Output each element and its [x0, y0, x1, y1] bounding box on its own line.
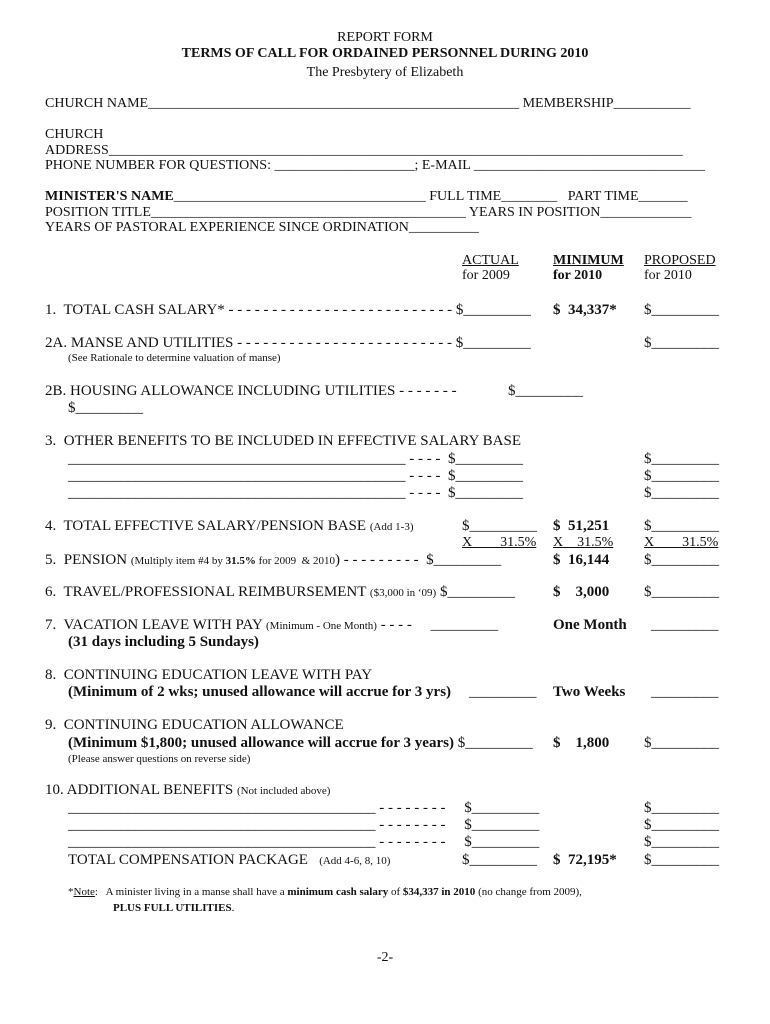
item-6-proposed[interactable]: $_________: [644, 584, 719, 600]
total-actual[interactable]: $_________: [462, 852, 537, 868]
item-2b-housing: 2B. HOUSING ALLOWANCE INCLUDING UTILITIES - - - - - - -: [45, 383, 457, 399]
item-1-cash-salary[interactable]: 1. TOTAL CASH SALARY* - - - - - - - - - - - - - - - - - - - - - - - - - - $_________: [45, 302, 531, 318]
item-8-proposed[interactable]: _________: [651, 684, 719, 700]
item-8-minimum: Two Weeks: [553, 684, 626, 700]
total-compensation: TOTAL COMPENSATION PACKAGE (Add 4-6, 8, 10): [68, 852, 391, 868]
item-2a-proposed[interactable]: $_________: [644, 335, 719, 351]
proposed-header: PROPOSED: [644, 253, 716, 268]
item-4-minimum: $ 51,251: [553, 518, 610, 534]
minister-name-label: MINISTER'S NAME: [45, 189, 174, 204]
page-number: -2-: [376, 950, 394, 965]
item-2a-manse[interactable]: 2A. MANSE AND UTILITIES - - - - - - - - - - - - - - - - - - - - - - - - - $_________: [45, 335, 531, 351]
item-9-line[interactable]: (Minimum $1,800; unused allowance will accrue for 3 years) $_________: [68, 735, 533, 751]
item-2b-actual[interactable]: $_________: [508, 383, 583, 399]
item-3-proposed-3[interactable]: $_________: [644, 485, 719, 501]
item-9-proposed[interactable]: $_________: [644, 735, 719, 751]
item-10-line-1[interactable]: _________________________________________ - - - - - - - - $_________: [68, 800, 540, 816]
item-3-line-3[interactable]: _____________________________________________ - - - - $_________: [68, 485, 523, 501]
form-heading: REPORT FORM: [337, 30, 433, 45]
item-10-proposed-1[interactable]: $_________: [644, 800, 719, 816]
item-10-proposed-2[interactable]: $_________: [644, 817, 719, 833]
item-4-effective-salary: 4. TOTAL EFFECTIVE SALARY/PENSION BASE (Add 1-3): [45, 518, 414, 534]
item-8-education-leave: 8. CONTINUING EDUCATION LEAVE WITH PAY: [45, 667, 373, 683]
form-title: TERMS OF CALL FOR ORDAINED PERSONNEL DURING 2010: [181, 46, 589, 61]
actual-subheader: for 2009: [462, 268, 510, 283]
item-1-minimum: $ 34,337*: [553, 302, 617, 318]
pension-rate-actual: X 31.5%: [462, 535, 537, 550]
item-10-proposed-3[interactable]: $_________: [644, 834, 719, 850]
church-name-field[interactable]: CHURCH NAME_____________________________________________________ MEMBERSHIP___________: [45, 96, 691, 111]
total-proposed[interactable]: $_________: [644, 852, 719, 868]
minister-name-field[interactable]: MINISTER'S NAME____________________________________ FULL TIME________ PART TIME_______: [45, 189, 688, 204]
item-7-vacation[interactable]: 7. VACATION LEAVE WITH PAY (Minimum - One Month) - - - - _________: [45, 617, 499, 633]
item-8-actual[interactable]: _________: [469, 684, 537, 700]
item-7-minimum: One Month: [553, 617, 627, 633]
item-10-additional: 10. ADDITIONAL BENEFITS (Not included above): [45, 782, 331, 798]
item-6-travel[interactable]: 6. TRAVEL/PROFESSIONAL REIMBURSEMENT ($3,000 in ‘09) $_________: [45, 584, 515, 600]
pension-rate-minimum: X 31.5%: [553, 535, 614, 550]
item-6-minimum: $ 3,000: [553, 584, 610, 600]
item-5-minimum: $ 16,144: [553, 552, 610, 568]
item-5-proposed[interactable]: $_________: [644, 552, 719, 568]
address-field[interactable]: ADDRESS__________________________________________________________________________________: [45, 143, 683, 158]
item-7-note: (31 days including 5 Sundays): [68, 634, 259, 650]
footnote-line-2: PLUS FULL UTILITIES.: [113, 902, 235, 914]
item-4-proposed[interactable]: $_________: [644, 518, 719, 534]
item-8-note: (Minimum of 2 wks; unused allowance will accrue for 3 yrs): [68, 684, 452, 700]
item-5-pension[interactable]: 5. PENSION (Multiply item #4 by 31.5% for 2009 & 2010) - - - - - - - - - $_________: [45, 552, 502, 568]
actual-header: ACTUAL: [462, 253, 519, 268]
item-9-note: (Please answer questions on reverse side): [68, 753, 251, 765]
proposed-subheader: for 2010: [644, 268, 692, 283]
item-3-proposed-2[interactable]: $_________: [644, 468, 719, 484]
position-title-field[interactable]: POSITION TITLE_____________________________________________ YEARS IN POSITION_____________: [45, 205, 692, 220]
years-experience-field[interactable]: YEARS OF PASTORAL EXPERIENCE SINCE ORDINATION__________: [45, 220, 479, 235]
item-3-line-1[interactable]: _____________________________________________ - - - - $_________: [68, 451, 523, 467]
item-3-proposed-1[interactable]: $_________: [644, 451, 719, 467]
presbytery-name: The Presbytery of Elizabeth: [306, 65, 464, 80]
item-10-line-2[interactable]: _________________________________________ - - - - - - - - $_________: [68, 817, 540, 833]
item-2b-proposed[interactable]: $_________: [68, 400, 143, 416]
item-1-proposed[interactable]: $_________: [644, 302, 719, 318]
total-minimum: $ 72,195*: [553, 852, 617, 868]
item-3-line-2[interactable]: _____________________________________________ - - - - $_________: [68, 468, 523, 484]
item-3-other-benefits: 3. OTHER BENEFITS TO BE INCLUDED IN EFFECTIVE SALARY BASE: [45, 433, 521, 449]
phone-email-field[interactable]: PHONE NUMBER FOR QUESTIONS: ____________________; E-MAIL _________________________________: [45, 158, 705, 173]
minimum-header: MINIMUM: [553, 253, 624, 268]
item-9-minimum: $ 1,800: [553, 735, 610, 751]
item-4-actual[interactable]: $_________: [462, 518, 537, 534]
minimum-subheader: for 2010: [553, 268, 603, 283]
item-2a-note: (See Rationale to determine valuation of manse): [68, 352, 281, 364]
church-label: CHURCH: [45, 127, 104, 142]
item-10-line-3[interactable]: _________________________________________ - - - - - - - - $_________: [68, 834, 540, 850]
item-7-proposed[interactable]: _________: [651, 617, 719, 633]
footnote: *Note: A minister living in a manse shall have a minimum cash salary of $34,337 in 2010 (no change from 2009),: [68, 886, 582, 898]
item-9-education-allowance: 9. CONTINUING EDUCATION ALLOWANCE: [45, 717, 344, 733]
pension-rate-proposed: X 31.5%: [644, 535, 719, 550]
